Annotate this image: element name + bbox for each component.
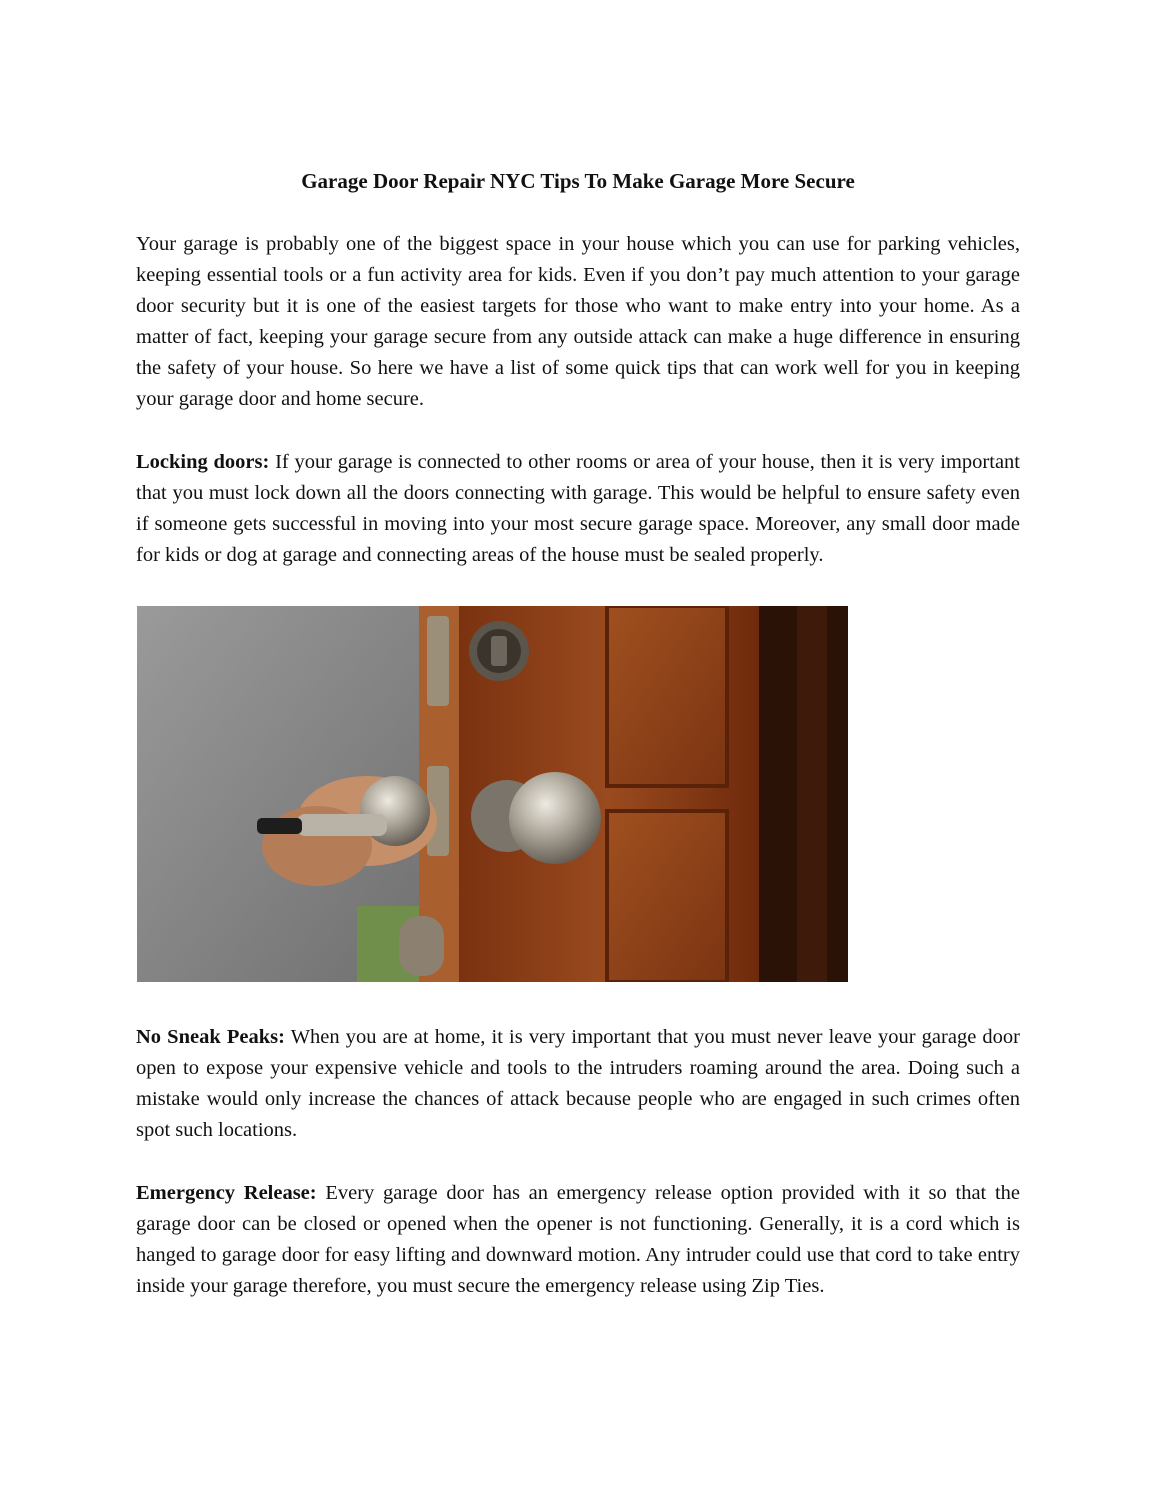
emergency-release-paragraph — [136, 1178, 1020, 1302]
emergency-release-heading: Emergency Release: — [136, 1182, 317, 1204]
no-sneak-peaks-paragraph — [136, 1022, 1020, 1146]
locking-doors-paragraph — [136, 447, 1020, 571]
no-sneak-peaks-body: When you are at home, it is very important that you must never leave your garage door open to expose your expensive vehicle and tools to the intruders roaming around the area. Doing such a mistake would only increase the chances of attack because people who are engaged in such crimes often spot such locations. — [136, 1026, 1020, 1141]
locking-doors-body: If your garage is connected to other rooms or area of your house, then it is very important that you must lock down all the doors connecting with garage. This would be helpful to ensure safety even if someone gets successful in moving into your most secure garage space. Moreover, any small door made for kids or dog at garage and connecting areas of the house must be sealed properly. — [136, 451, 1021, 566]
emergency-release-body: Every garage door has an emergency release option provided with it so that the garage door can be closed or opened when the opener is not functioning. Generally, it is a cord which is hanged to garage door for easy lifting and downward motion. Any intruder could use that cord to take entry inside your garage therefore, you must secure the emergency release using Zip Ties. — [136, 1182, 1020, 1297]
locking-doors-heading: Locking doors: — [136, 451, 270, 473]
intro-paragraph: Your garage is probably one of the biggest space in your house which you can use for parking vehicles, keeping essential tools or a fun activity area for kids. Even if you don’t pay much attention to your garage door security but it is one of the easiest targets for those who want to make entry into your home. As a matter of fact, keeping your garage secure from any outside attack can make a huge difference in ensuring the safety of your house. So here we have a list of some quick tips that can work well for you in keeping your garage door and home secure. — [136, 233, 1020, 410]
door-lock-photo — [137, 606, 848, 982]
document-title: Garage Door Repair NYC Tips To Make Garage More Secure — [301, 169, 855, 193]
no-sneak-peaks-heading: No Sneak Peaks: — [136, 1026, 285, 1048]
